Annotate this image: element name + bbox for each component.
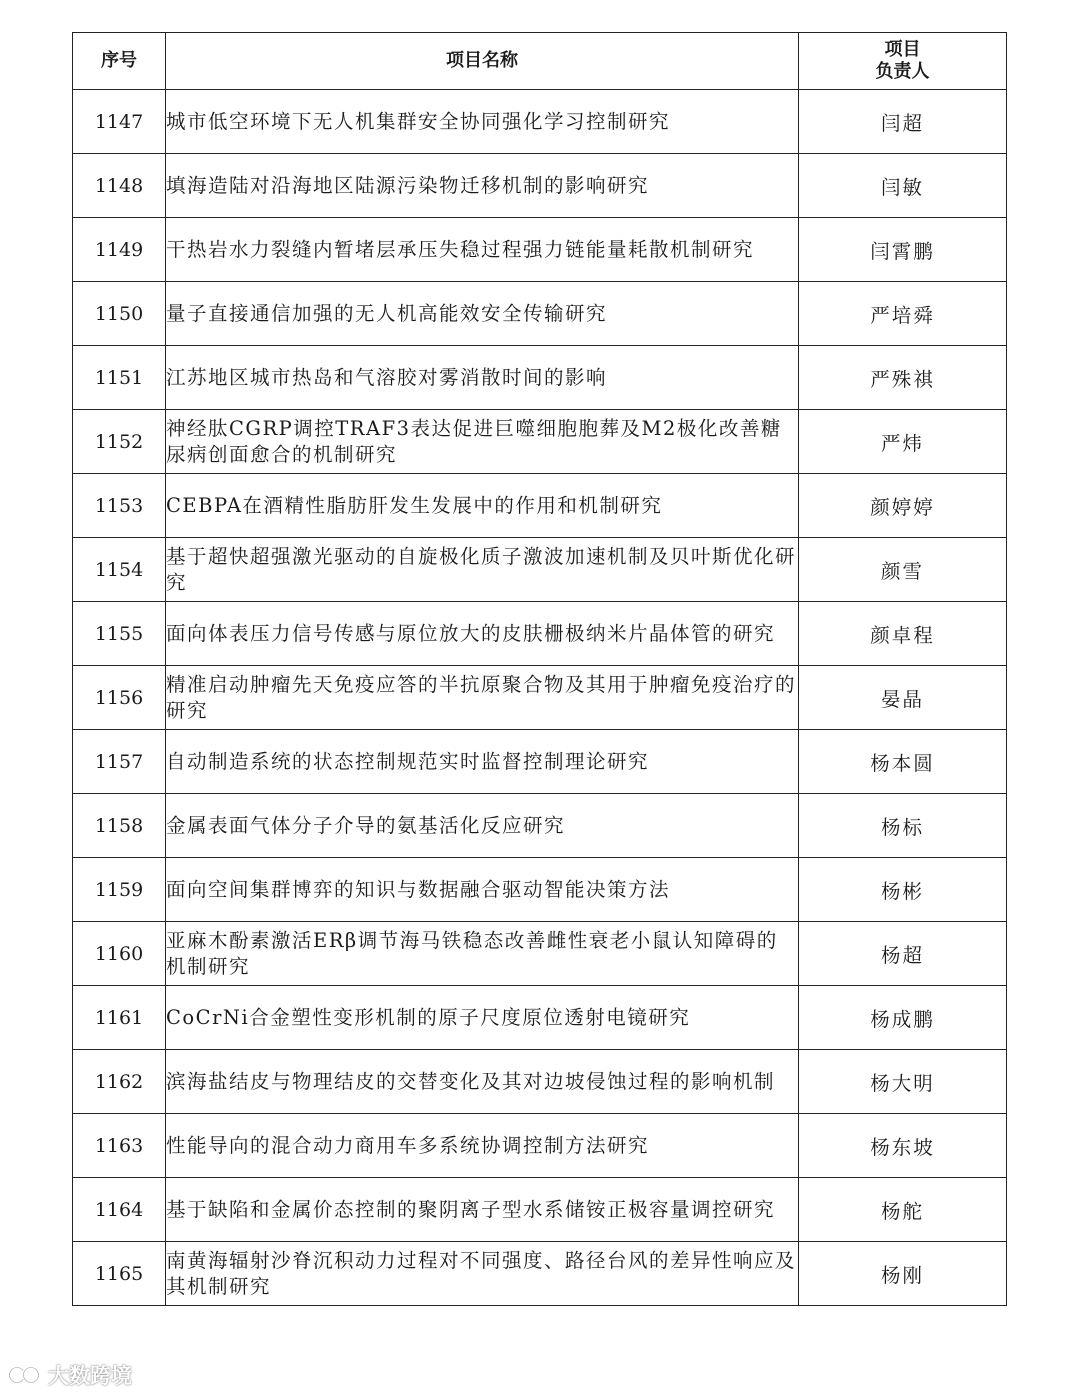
project-name: 城市低空环境下无人机集群安全协同强化学习控制研究 (166, 90, 799, 154)
project-name: 滨海盐结皮与物理结皮的交替变化及其对边坡侵蚀过程的影响机制 (166, 1050, 799, 1114)
table-row (73, 90, 1007, 154)
table-row (73, 602, 1007, 666)
row-number: 1162 (73, 1050, 166, 1114)
project-leader: 杨超 (799, 922, 1007, 986)
project-leader: 颜雪 (799, 538, 1007, 602)
project-leader: 杨大明 (799, 1050, 1007, 1114)
table-row (73, 794, 1007, 858)
project-name: 填海造陆对沿海地区陆源污染物迁移机制的影响研究 (166, 154, 799, 218)
table-row (73, 1114, 1007, 1178)
table-row (73, 410, 1007, 474)
project-name: 基于超快超强激光驱动的自旋极化质子激波加速机制及贝叶斯优化研究 (166, 538, 799, 602)
project-name: CoCrNi合金塑性变形机制的原子尺度原位透射电镜研究 (166, 986, 799, 1050)
project-leader: 杨本圆 (799, 730, 1007, 794)
row-number: 1157 (73, 730, 166, 794)
logo-icon (8, 1363, 42, 1387)
table-row (73, 666, 1007, 730)
row-number: 1150 (73, 282, 166, 346)
row-number: 1155 (73, 602, 166, 666)
row-number: 1163 (73, 1114, 166, 1178)
row-number: 1148 (73, 154, 166, 218)
table-row (73, 218, 1007, 282)
row-number: 1153 (73, 474, 166, 538)
header-row (73, 33, 1007, 90)
row-number: 1161 (73, 986, 166, 1050)
row-number: 1156 (73, 666, 166, 730)
project-name: 面向体表压力信号传感与原位放大的皮肤栅极纳米片晶体管的研究 (166, 602, 799, 666)
table-row (73, 474, 1007, 538)
project-leader: 严殊祺 (799, 346, 1007, 410)
header-project-leader: 项目 负责人 (799, 33, 1007, 90)
project-name: 面向空间集群博弈的知识与数据融合驱动智能决策方法 (166, 858, 799, 922)
project-leader: 杨刚 (799, 1242, 1007, 1306)
project-leader: 严培舜 (799, 282, 1007, 346)
row-number: 1151 (73, 346, 166, 410)
project-name: 干热岩水力裂缝内暂堵层承压失稳过程强力链能量耗散机制研究 (166, 218, 799, 282)
row-number: 1149 (73, 218, 166, 282)
project-leader: 杨成鹏 (799, 986, 1007, 1050)
header-project-name: 项目名称 (166, 33, 799, 90)
project-leader: 杨标 (799, 794, 1007, 858)
table-row (73, 922, 1007, 986)
table-row (73, 986, 1007, 1050)
row-number: 1164 (73, 1178, 166, 1242)
project-name: 基于缺陷和金属价态控制的聚阴离子型水系储铵正极容量调控研究 (166, 1178, 799, 1242)
project-name: 亚麻木酚素激活ERβ调节海马铁稳态改善雌性衰老小鼠认知障碍的机制研究 (166, 922, 799, 986)
project-leader: 颜卓程 (799, 602, 1007, 666)
project-leader: 闫敏 (799, 154, 1007, 218)
project-leader: 颜婷婷 (799, 474, 1007, 538)
row-number: 1158 (73, 794, 166, 858)
row-number: 1159 (73, 858, 166, 922)
table-row (73, 538, 1007, 602)
project-leader: 杨彬 (799, 858, 1007, 922)
table-row (73, 346, 1007, 410)
project-leader: 杨东坡 (799, 1114, 1007, 1178)
project-leader: 晏晶 (799, 666, 1007, 730)
project-name: 自动制造系统的状态控制规范实时监督控制理论研究 (166, 730, 799, 794)
row-number: 1147 (73, 90, 166, 154)
watermark (8, 1360, 132, 1390)
watermark-text: 大数跨境 (48, 1364, 132, 1388)
project-table (72, 32, 1007, 1306)
project-leader: 杨舵 (799, 1178, 1007, 1242)
table-row (73, 282, 1007, 346)
row-number: 1160 (73, 922, 166, 986)
table-row (73, 858, 1007, 922)
table-row (73, 1050, 1007, 1114)
table-row (73, 730, 1007, 794)
project-leader: 闫霄鹏 (799, 218, 1007, 282)
table-row (73, 1242, 1007, 1306)
project-name: 神经肽CGRP调控TRAF3表达促进巨噬细胞胞葬及M2极化改善糖尿病创面愈合的机制研究 (166, 410, 799, 474)
project-leader: 严炜 (799, 410, 1007, 474)
row-number: 1154 (73, 538, 166, 602)
project-name: CEBPA在酒精性脂肪肝发生发展中的作用和机制研究 (166, 474, 799, 538)
row-number: 1152 (73, 410, 166, 474)
project-name: 金属表面气体分子介导的氨基活化反应研究 (166, 794, 799, 858)
project-leader: 闫超 (799, 90, 1007, 154)
project-name: 性能导向的混合动力商用车多系统协调控制方法研究 (166, 1114, 799, 1178)
project-name: 南黄海辐射沙脊沉积动力过程对不同强度、路径台风的差异性响应及其机制研究 (166, 1242, 799, 1306)
table-row (73, 154, 1007, 218)
project-name: 江苏地区城市热岛和气溶胶对雾消散时间的影响 (166, 346, 799, 410)
header-number: 序号 (73, 33, 166, 90)
row-number: 1165 (73, 1242, 166, 1306)
project-name: 精准启动肿瘤先天免疫应答的半抗原聚合物及其用于肿瘤免疫治疗的研究 (166, 666, 799, 730)
project-name: 量子直接通信加强的无人机高能效安全传输研究 (166, 282, 799, 346)
table-row (73, 1178, 1007, 1242)
